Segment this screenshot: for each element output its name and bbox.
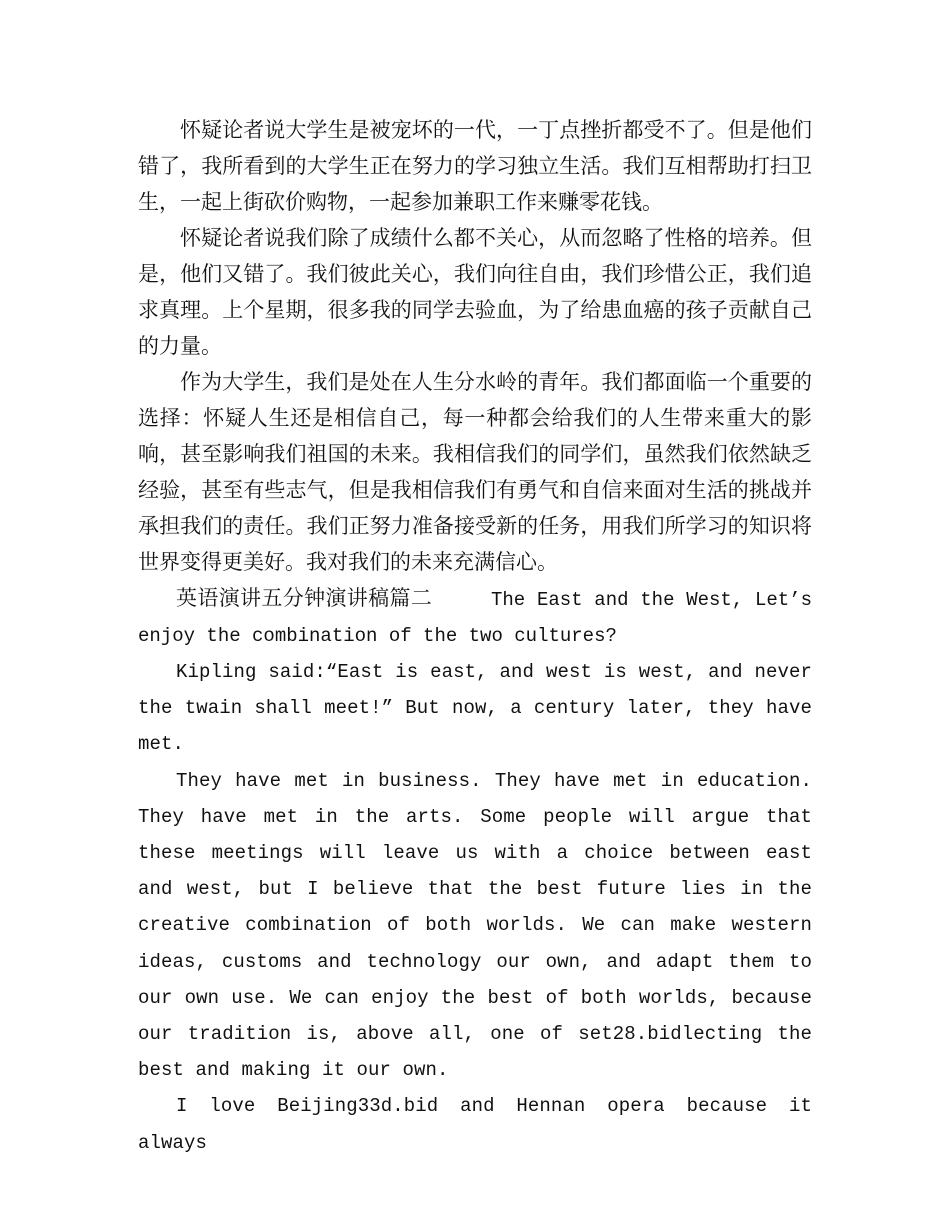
english-paragraph-3: I love Beijing33d.bid and Hennan opera because it always bbox=[138, 1095, 812, 1154]
english-paragraph-1: Kipling said:“East is east, and west is west, and never the twain shall meet!” But now, a century later, they have met. bbox=[138, 661, 812, 756]
section-heading-en: The East and the West, Let’s enjoy the combination of the two cultures? bbox=[138, 589, 812, 647]
paragraph-2: 怀疑论者说我们除了成绩什么都不关心，从而忽略了性格的培养。但是，他们又错了。我们彼此关心，我们向往自由，我们珍惜公正，我们追求真理。上个星期，很多我的同学去验血，为了给患血癌的孩子贡献自己的力量。 bbox=[138, 226, 812, 358]
paragraph-1: 怀疑论者说大学生是被宠坏的一代，一丁点挫折都受不了。但是他们错了，我所看到的大学生正在努力的学习独立生活。我们互相帮助打扫卫生，一起上街砍价购物，一起参加兼职工作来赚零花钱。 bbox=[138, 118, 812, 214]
document-body bbox=[138, 112, 812, 1161]
paragraph-3: 作为大学生，我们是处在人生分水岭的青年。我们都面临一个重要的选择：怀疑人生还是相信自己，每一种都会给我们的人生带来重大的影响，甚至影响我们祖国的未来。我相信我们的同学们，虽然我们依然缺乏经验，甚至有些志气，但是我相信我们有勇气和自信来面对生活的挑战并承担我们的责任。我们正努力准备接受新的任务，用我们所学习的知识将世界变得更美好。我对我们的未来充满信心。 bbox=[138, 370, 812, 574]
section-heading-cn: 英语演讲五分钟演讲稿篇二 bbox=[176, 586, 433, 610]
english-paragraph-2: They have met in business. They have met in education. They have met in the arts. Some people will argue that these meetings will leave us with a choice between east and west, but I believe that the best future lies in the creative combination of both worlds. We can make western ideas, customs and technology our own, and adapt them to our own use. We can enjoy the best of both worlds, because our tradition is, above all, one of set28.bidlecting the best and making it our own. bbox=[138, 769, 812, 1082]
section-heading bbox=[138, 580, 812, 654]
